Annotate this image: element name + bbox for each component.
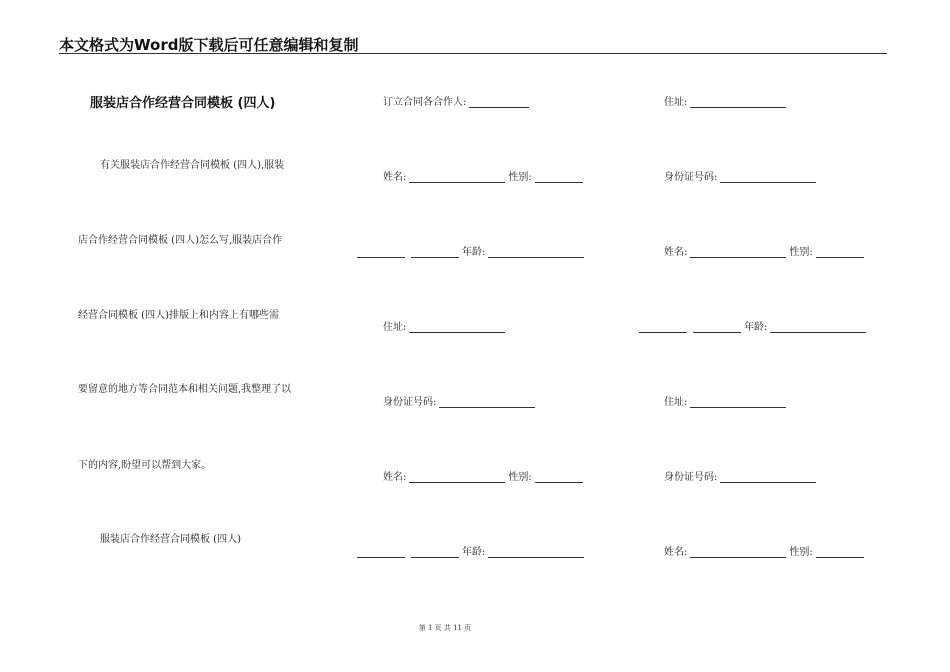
blank-prefix[interactable] (411, 547, 459, 558)
blank-name[interactable] (690, 247, 786, 258)
document-title: 服装店合作经营合同模板 (四人) (90, 96, 276, 111)
label-address: 住址: (383, 322, 407, 333)
blank-name[interactable] (409, 172, 505, 183)
field-id-1 (383, 393, 538, 408)
field-age-r1 (639, 318, 869, 333)
field-address-r2 (664, 393, 789, 408)
label-id-number: 身份证号码: (383, 397, 437, 408)
label-address: 住址: (664, 397, 688, 408)
label-gender: 性别: (508, 472, 532, 483)
field-name-gender-r1 (664, 243, 867, 258)
blank-address[interactable] (690, 97, 786, 108)
blank-prefix[interactable] (411, 247, 459, 258)
intro-paragraph-line-4: 要留意的地方等合同范本和相关问题,我整理了以 (78, 384, 292, 395)
blank-parties[interactable] (469, 97, 529, 108)
contract-subtitle: 服装店合作经营合同模板 (四人) (100, 534, 241, 545)
blank-age[interactable] (488, 247, 584, 258)
field-id-r1 (664, 168, 819, 183)
label-id-number: 身份证号码: (664, 472, 718, 483)
label-name: 姓名: (664, 247, 688, 258)
blank-address[interactable] (409, 322, 505, 333)
field-name-gender-1 (383, 168, 586, 183)
intro-paragraph-line-2: 店合作经营合同模板 (四人)怎么写,服装店合作 (78, 235, 283, 246)
blank-gender[interactable] (535, 172, 583, 183)
label-address: 住址: (664, 97, 688, 108)
blank-prefix[interactable] (357, 547, 405, 558)
blank-name[interactable] (690, 547, 786, 558)
label-name: 姓名: (383, 472, 407, 483)
label-age: 年龄: (462, 247, 486, 258)
blank-id-number[interactable] (720, 172, 816, 183)
label-parties: 订立合同各合作人: (383, 97, 467, 108)
blank-prefix[interactable] (693, 322, 741, 333)
blank-gender[interactable] (816, 547, 864, 558)
blank-gender[interactable] (816, 247, 864, 258)
intro-paragraph-line-5: 下的内容,盼望可以帮到大家。 (78, 460, 212, 471)
field-id-r2 (664, 468, 819, 483)
blank-prefix[interactable] (357, 247, 405, 258)
page-number: 第 1 页 共 11 页 (418, 624, 472, 632)
label-age: 年龄: (744, 322, 768, 333)
label-age: 年龄: (462, 547, 486, 558)
intro-paragraph-line-1: 有关服装店合作经营合同模板 (四人),服装 (100, 160, 285, 171)
blank-age[interactable] (770, 322, 866, 333)
label-name: 姓名: (664, 547, 688, 558)
field-name-gender-2 (383, 468, 586, 483)
field-parties (383, 93, 532, 108)
intro-paragraph-line-3: 经营合同模板 (四人)排版上和内容上有哪些需 (78, 310, 279, 321)
blank-id-number[interactable] (439, 397, 535, 408)
field-address-r1 (664, 93, 789, 108)
field-age-1 (357, 243, 587, 258)
blank-gender[interactable] (535, 472, 583, 483)
field-name-gender-r2 (664, 543, 867, 558)
document-header: 本文格式为Word版下载后可任意编辑和复制 (59, 36, 359, 54)
label-id-number: 身份证号码: (664, 172, 718, 183)
label-gender: 性别: (789, 247, 813, 258)
field-age-2 (357, 543, 587, 558)
label-gender: 性别: (789, 547, 813, 558)
blank-prefix[interactable] (639, 322, 687, 333)
label-name: 姓名: (383, 172, 407, 183)
blank-age[interactable] (488, 547, 584, 558)
header-divider (59, 53, 887, 54)
label-gender: 性别: (508, 172, 532, 183)
field-address-1 (383, 318, 508, 333)
blank-name[interactable] (409, 472, 505, 483)
blank-address[interactable] (690, 397, 786, 408)
blank-id-number[interactable] (720, 472, 816, 483)
